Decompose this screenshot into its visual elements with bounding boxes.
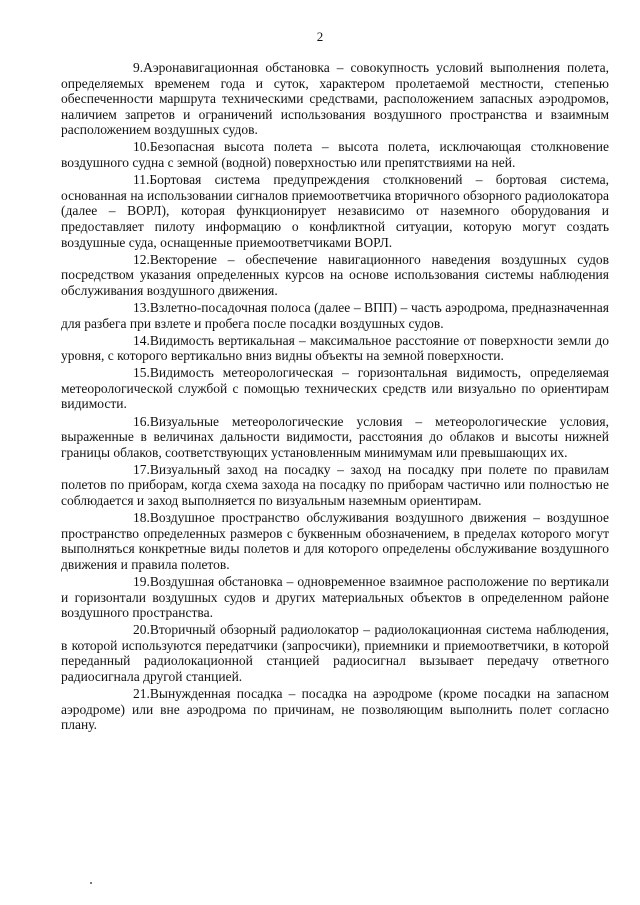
definition-paragraph — [61, 300, 609, 331]
definition-paragraph — [61, 252, 609, 299]
paragraph-text: Воздушное пространство обслуживания воздушного движения – воздушное пространство определенных размеров с буквенным обозначением, в пределах которого могут выполняться конкретные виды полетов и для которого определены обслуживание воздушного движения и правила полетов. — [61, 510, 609, 572]
definition-paragraph — [61, 686, 609, 733]
paragraph-text: Видимость вертикальная – максимальное расстояние от поверхности земли до уровня, с которого вертикально вниз видны объекты на земной поверхности. — [61, 332, 609, 364]
paragraph-number: 15. — [133, 365, 150, 381]
paragraph-number: 16. — [133, 413, 150, 429]
definition-paragraph — [61, 365, 609, 412]
paragraph-number: 10. — [133, 139, 150, 155]
paragraph-number: 11. — [133, 172, 150, 188]
paragraph-text: Безопасная высота полета – высота полета, исключающая столкновение воздушного судна с земной (водной) поверхностью или препятствиями на ней. — [61, 139, 609, 171]
paragraph-text: Визуальные метеорологические условия – метеорологические условия, выраженные в величинах дальности видимости, расстояния до облаков и высоты нижней границы облаков, соответствующих установленным минимумам или превышающих их. — [61, 413, 609, 460]
paragraph-number: 17. — [133, 461, 150, 477]
paragraph-number: 13. — [133, 299, 150, 315]
paragraph-text: Аэронавигационная обстановка – совокупность условий выполнения полета, определяемых временем года и суток, характером пролетаемой местности, степенью обеспеченности маршрута техническими средствами, расположением запасных аэродромов, наличием запретов и ограничений использования воздушного пространства и взаимным расположением воздушных судов. — [61, 60, 609, 138]
paragraph-text: Вторичный обзорный радиолокатор – радиолокационная система наблюдения, в которой используются передатчики (запросчики), приемники и приемоответчики, в которой переданный радиолокационной станцией радиосигнал вызывает передачу ответного радиосигнала другой станцией. — [61, 622, 609, 685]
paragraph-number: 18. — [133, 510, 150, 526]
paragraph-text: Бортовая система предупреждения столкновений – бортовая система, основанная на использовании сигналов приемоответчика вторичного обзорного радиолокатора (далее – ВОРЛ), которая функционирует независимо от наземного оборудования и предоставляет пилоту информацию о конфликтной ситуации, которую могут создать воздушные суда, оснащенные приемоответчиками ВОРЛ. — [61, 172, 609, 250]
scan-speck — [90, 882, 92, 884]
paragraph-number: 12. — [133, 251, 150, 267]
definition-paragraph — [61, 60, 609, 138]
definition-paragraph — [61, 574, 609, 621]
paragraph-number: 21. — [133, 686, 150, 702]
paragraph-text: Видимость метеорологическая – горизонтальная видимость, определяемая метеорологической службой с помощью технических средств или визуально по ориентирам видимости. — [61, 365, 609, 412]
paragraph-text: Вынужденная посадка – посадка на аэродроме (кроме посадки на запасном аэродроме) или вне аэродрома по причинам, не позволяющим выполнить полет согласно плану. — [61, 686, 609, 733]
paragraph-number: 19. — [133, 574, 150, 589]
page-number: 2 — [316, 29, 324, 44]
paragraph-number: 9. — [133, 60, 144, 75]
paragraph-text: Воздушная обстановка – одновременное взаимное расположение по вертикали и горизонтали воздушных судов и других материальных объектов в определенном районе воздушного пространства. — [61, 574, 609, 621]
definition-paragraph — [61, 510, 609, 572]
definition-paragraph — [61, 139, 609, 170]
paragraph-text: Взлетно-посадочная полоса (далее – ВПП) – часть аэродрома, предназначенная для разбега при взлете и пробега после посадки воздушных судов. — [61, 299, 609, 331]
paragraph-text: Визуальный заход на посадку – заход на посадку при полете по правилам полетов по приборам, когда схема захода на посадку по приборам частично или полностью не соблюдается и заход выполняется по визуальным наземным ориентирам. — [61, 461, 609, 509]
definition-paragraph — [61, 172, 609, 250]
paragraph-number: 20. — [133, 622, 150, 638]
paragraph-number: 14. — [133, 332, 150, 348]
definition-paragraph — [61, 333, 609, 364]
definition-paragraph — [61, 414, 609, 461]
paragraph-text: Векторение – обеспечение навигационного наведения воздушных судов посредством указания определенных курсов на основе использования системы наблюдения обслуживания воздушного движения. — [61, 251, 609, 298]
document-body — [61, 60, 609, 734]
definition-paragraph — [61, 462, 609, 509]
definition-paragraph — [61, 622, 609, 684]
